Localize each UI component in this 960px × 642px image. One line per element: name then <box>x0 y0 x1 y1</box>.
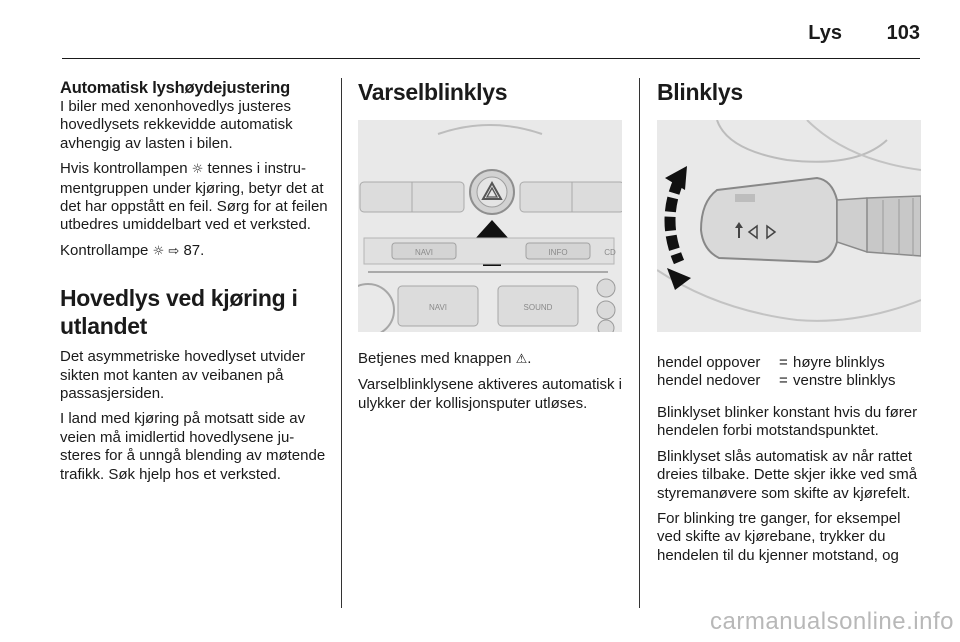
paragraph: Det asymmetriske hovedlyset utvider sikten mot kanten av veibanen på passasjersiden. <box>60 348 306 403</box>
paragraph: Hvis kontrollampen ☼ tennes i instrumentgruppen under kjøring, betyr det at det har oppstått en feil. Sørg for at feilen utbedres umiddelbart ved et verksted. <box>60 160 328 234</box>
hazard-button-illustration <box>358 120 622 332</box>
headlight-lamp-icon: ☼ <box>152 243 165 259</box>
cd-button-label: CD <box>604 248 616 257</box>
turn-signal-lever-illustration <box>657 120 921 332</box>
table-value: venstre blinklys <box>793 372 896 389</box>
paragraph: Kontrollampe ☼ ⇨ 87. <box>60 241 205 259</box>
paragraph: For blinking tre ganger, for eksempel ved skifte av kjørebane, trykker du hendelen til du kjenner motstand, og <box>657 510 901 564</box>
page-header <box>62 18 920 59</box>
heading-turn-signal: Blinklys <box>657 79 743 105</box>
column-left <box>60 78 330 491</box>
paragraph: Varselblinklysene aktiveres automatisk i ulykker der kollisjonsputer utløses. <box>358 376 623 412</box>
watermark: carmanualsonline.info <box>710 608 954 635</box>
lever-direction-table <box>657 354 922 390</box>
paragraph: Blinklyset blinker konstant hvis du fører hendelen forbi motstandspunktet. <box>657 404 918 440</box>
section-title: Lys <box>808 22 842 44</box>
column-middle <box>358 78 623 420</box>
column-divider-2 <box>639 78 640 608</box>
heading-auto-leveling: Automatisk lyshøydejustering <box>60 79 291 97</box>
heading-abroad: Hovedlys ved kjøring i utlandet <box>60 285 298 340</box>
table-sep: = <box>779 372 788 389</box>
page-number: 103 <box>886 22 920 44</box>
paragraph: Blinklyset slås automatisk av når rattet dreies tilbake. Dette skjer ikke ved små styremanøvere som skifte av kjørefelt. <box>657 447 918 502</box>
column-right <box>657 78 922 572</box>
table-value: høyre blinklys <box>793 354 885 371</box>
table-key: hendel oppover <box>657 354 761 371</box>
headlight-lamp-icon: ☼ <box>191 162 204 178</box>
paragraph: I land med kjøring på motsatt side av veien må imidlertid hovedlysene justeres for å unngå blending av møtende trafikk. Søk hjelp hos et verksted. <box>60 410 326 483</box>
table-key: hendel nedover <box>657 372 761 389</box>
paragraph: I biler med xenonhovedlys justeres hovedlysets rekkevidde automatisk avhengig av lasten i bilen. <box>60 98 293 152</box>
column-divider-1 <box>341 78 342 608</box>
nav-button-label-2: NAVI <box>428 303 448 312</box>
nav-button-label: NAVI <box>414 248 434 257</box>
hazard-triangle-icon: ⚠ <box>515 352 528 367</box>
table-sep: = <box>779 354 788 371</box>
sound-button-label: SOUND <box>523 303 553 312</box>
paragraph: Betjenes med knappen ⚠. <box>358 350 532 367</box>
page-reference-arrow-icon: ⇨ <box>168 243 180 259</box>
heading-hazard: Varselblinklys <box>358 79 508 105</box>
info-button-label: INFO <box>548 248 568 257</box>
